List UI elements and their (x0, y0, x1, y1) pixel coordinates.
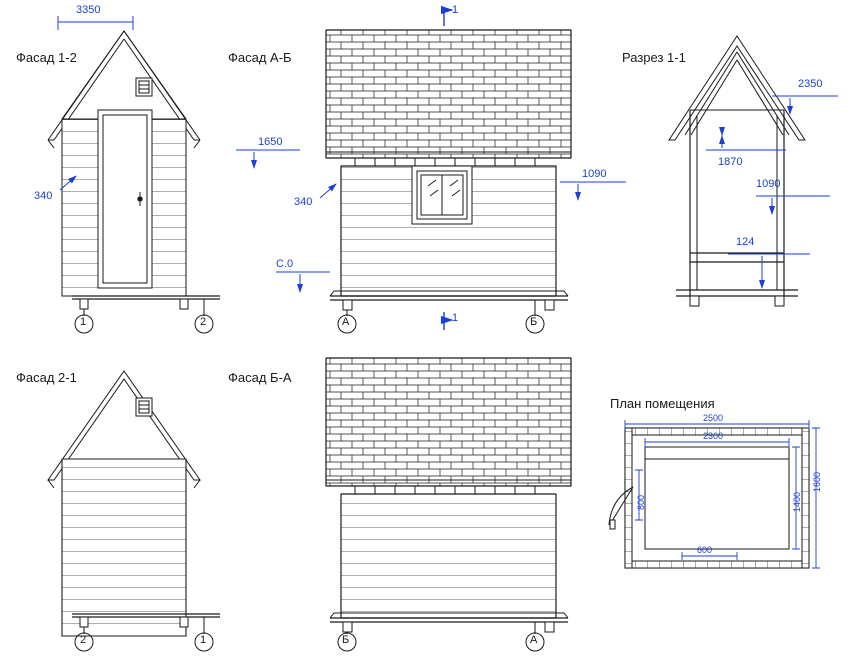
panel-title-facade-1-2: Фасад 1-2 (16, 50, 77, 65)
axis-mark-b: Б (530, 316, 538, 328)
dim-1600: 1600 (812, 471, 822, 492)
dim-1400: 1400 (792, 491, 802, 512)
dim-340-a-b: 340 (294, 196, 313, 208)
dim-800: 800 (636, 494, 646, 510)
axis-mark-2: 2 (200, 316, 207, 328)
dim-1650: 1650 (258, 136, 283, 148)
section-1-1-drawing (669, 36, 838, 306)
axis-mark-a: А (342, 316, 350, 328)
dim-2300: 2300 (703, 431, 724, 441)
panel-title-facade-b-a: Фасад Б-А (228, 370, 292, 385)
axis-mark-1b: 1 (200, 634, 207, 646)
dim-3350: 3350 (76, 4, 101, 16)
axis-mark-2b: 2 (80, 634, 87, 646)
axis-mark-b2: Б (342, 634, 350, 646)
dim-124: 124 (736, 236, 755, 248)
facade-2-1-drawing (48, 371, 220, 651)
level-mark-s0: С.0 (276, 258, 294, 270)
axis-mark-1: 1 (80, 316, 87, 328)
dim-600: 600 (697, 545, 713, 555)
dim-2350: 2350 (798, 78, 823, 90)
section-mark-bottom-1: 1 (452, 312, 459, 324)
panel-title-room-plan: План помещения (610, 396, 715, 411)
panel-title-facade-2-1: Фасад 2-1 (16, 370, 77, 385)
dim-1090-section: 1090 (756, 178, 781, 190)
panel-title-facade-a-b: Фасад А-Б (228, 50, 292, 65)
dim-1870: 1870 (718, 156, 743, 168)
facade-b-a-drawing (326, 358, 571, 651)
dim-2500: 2500 (703, 413, 724, 423)
facade-a-b-drawing (236, 8, 626, 333)
dim-340-left: 340 (34, 190, 53, 202)
section-mark-top-1: 1 (452, 4, 459, 16)
dim-1090-a-b: 1090 (582, 168, 607, 180)
axis-mark-a2: А (530, 634, 538, 646)
panel-title-section-1-1: Разрез 1-1 (622, 50, 686, 65)
